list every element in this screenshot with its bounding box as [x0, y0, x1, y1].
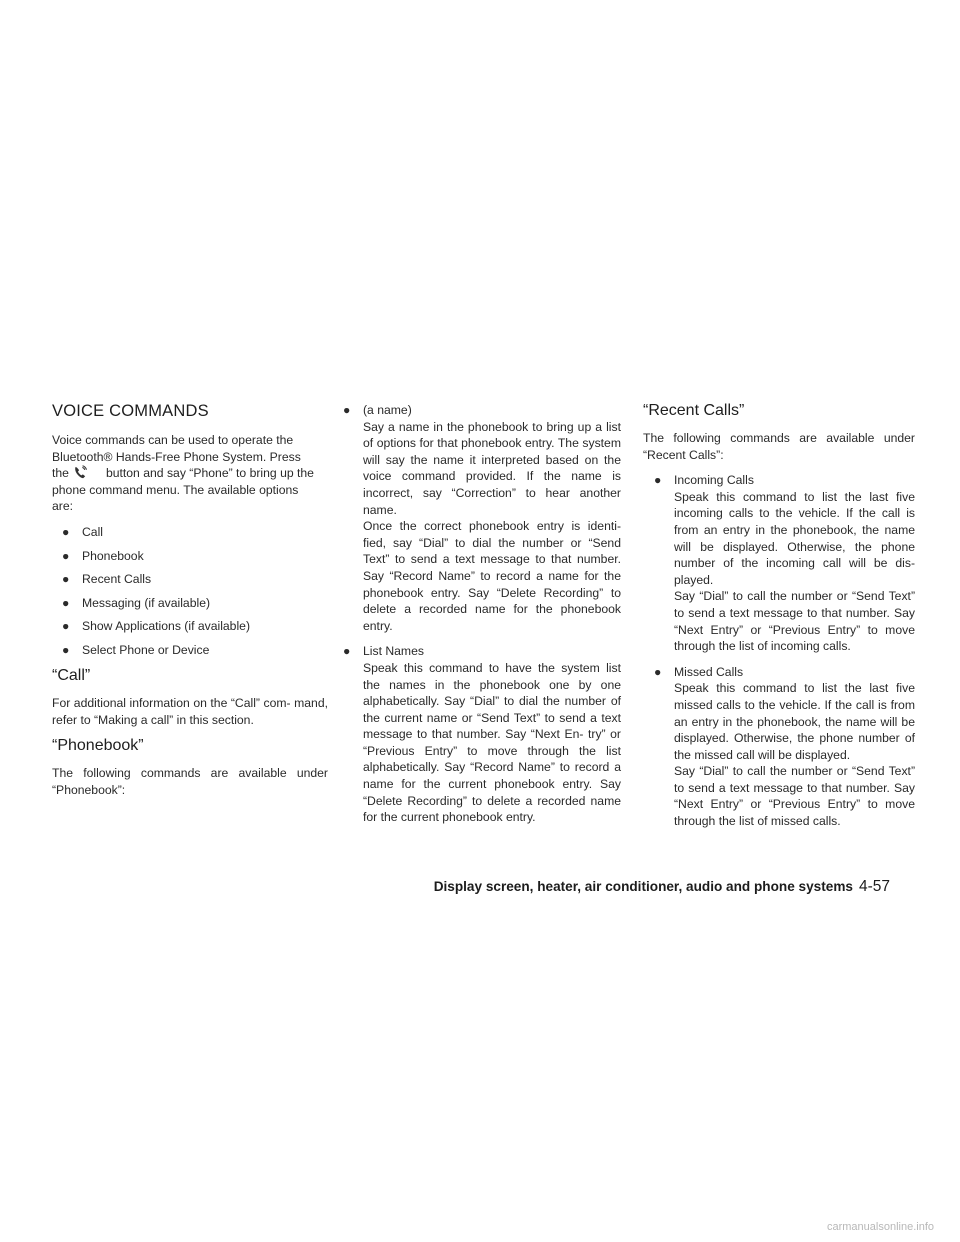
bullet-icon: ●	[62, 548, 70, 563]
command-description: Say “Dial” to call the number or “Send Text” to send a text message to that number. Say “Next Entry” or “Previous Entry” to move through the list of incoming calls.	[674, 589, 915, 654]
chapter-title: Display screen, heater, air conditioner, audio and phone systems	[433, 879, 853, 894]
intro-line-5: are:	[52, 499, 74, 514]
list-item: ● Select Phone or Device	[62, 642, 210, 657]
page-number: 4-57	[858, 878, 890, 895]
bullet-icon: ●	[62, 619, 70, 634]
section-title: VOICE COMMANDS	[52, 402, 209, 420]
call-heading: “Call”	[52, 666, 91, 684]
bullet-icon: ●	[62, 524, 70, 539]
recent-calls-paragraph: The following commands are available under “Recent Calls”:	[643, 431, 915, 462]
command-description: Speak this command to list the last five missed calls to the vehicle. If the call is from an entry in the phonebook, the name will be displayed. Otherwise, the phone number of the missed call will be displayed.	[674, 681, 915, 762]
bullet-icon: ●	[343, 644, 351, 659]
phonebook-paragraph: The following commands are available under “Phonebook”:	[52, 766, 328, 797]
list-item: ● Phonebook	[62, 548, 144, 563]
bullet-icon: ●	[343, 403, 351, 417]
intro-line-4: phone command menu. The available options	[52, 482, 299, 497]
list-item	[654, 472, 915, 655]
bullet-icon: ●	[62, 642, 70, 657]
phonebook-commands-list	[343, 402, 621, 826]
phonebook-heading: “Phonebook”	[52, 737, 144, 755]
intro-line-3a: the	[52, 466, 69, 481]
command-description: Say “Dial” to call the number or “Send Text” to send a text message to that number. Say “Next Entry” or “Previous Entry” to move through the list of missed calls.	[674, 764, 915, 829]
command-label: Missed Calls	[674, 664, 744, 679]
command-label: (a name)	[363, 403, 412, 417]
list-item: ● Messaging (if available)	[62, 595, 211, 610]
list-item: ● Show Applications (if available)	[62, 619, 251, 634]
list-item: ● Call	[62, 524, 103, 539]
column-left	[52, 402, 328, 798]
intro-paragraph	[52, 432, 328, 515]
bullet-icon: ●	[62, 595, 70, 610]
call-paragraph: For additional information on the “Call” com- mand, refer to “Making a call” in this section.	[52, 695, 328, 727]
bullet-icon: ●	[62, 572, 70, 587]
bullet-icon: ●	[654, 664, 662, 679]
intro-line-3b: button and say “Phone” to bring up the	[105, 466, 314, 481]
intro-line-3	[52, 465, 328, 482]
intro-line-2: Bluetooth® Hands-Free Phone System. Press	[52, 449, 301, 464]
list-item: ● Recent Calls	[62, 572, 152, 587]
recent-calls-commands-list	[643, 472, 915, 829]
command-label: List Names	[363, 644, 424, 659]
column-middle	[343, 402, 621, 835]
list-item	[343, 643, 621, 826]
bullet-icon: ●	[654, 473, 662, 488]
phone-voice-button-icon	[73, 465, 88, 480]
intro-line-1: Voice commands can be used to operate the	[52, 433, 294, 447]
command-description: Say a name in the phonebook to bring up a list of options for that phonebook entry. The system will say the name it interpreted based on the voice command provided. If the name is incorrect, say “Correction” to hear another name.	[363, 419, 621, 517]
command-label: Incoming Calls	[674, 473, 754, 488]
column-right	[643, 402, 915, 839]
list-item	[654, 664, 915, 830]
list-item	[343, 402, 621, 634]
options-list	[52, 524, 328, 658]
watermark: carmanualsonline.info	[826, 1221, 934, 1233]
command-description: Speak this command to have the system list the names in the phonebook one by one alphabetically. Say “Dial” to dial the number of the current name or “Send Text” to send a text message to that number. Say “Next En- try” or “Previous Entry” to move through the list alphabetically. Say “Record Name” to record a name for the current phonebook entry. Say “Delete Recording” to delete a recorded name for the current phonebook entry.	[363, 660, 621, 825]
page-footer	[430, 878, 890, 896]
command-description: Once the correct phonebook entry is identi- fied, say “Dial” to dial the number or “Send Text” to send a text message to that number. Say “Record Name” to record a name for the phonebook entry. Say “Delete Recording” to delete a recorded name for the phonebook entry.	[363, 519, 621, 633]
recent-calls-heading: “Recent Calls”	[643, 402, 745, 419]
command-description: Speak this command to list the last five incoming calls to the vehicle. If the call is from an entry in the phonebook, the name will be displayed. Otherwise, the phone number of the incoming call will be dis- played.	[674, 489, 915, 587]
